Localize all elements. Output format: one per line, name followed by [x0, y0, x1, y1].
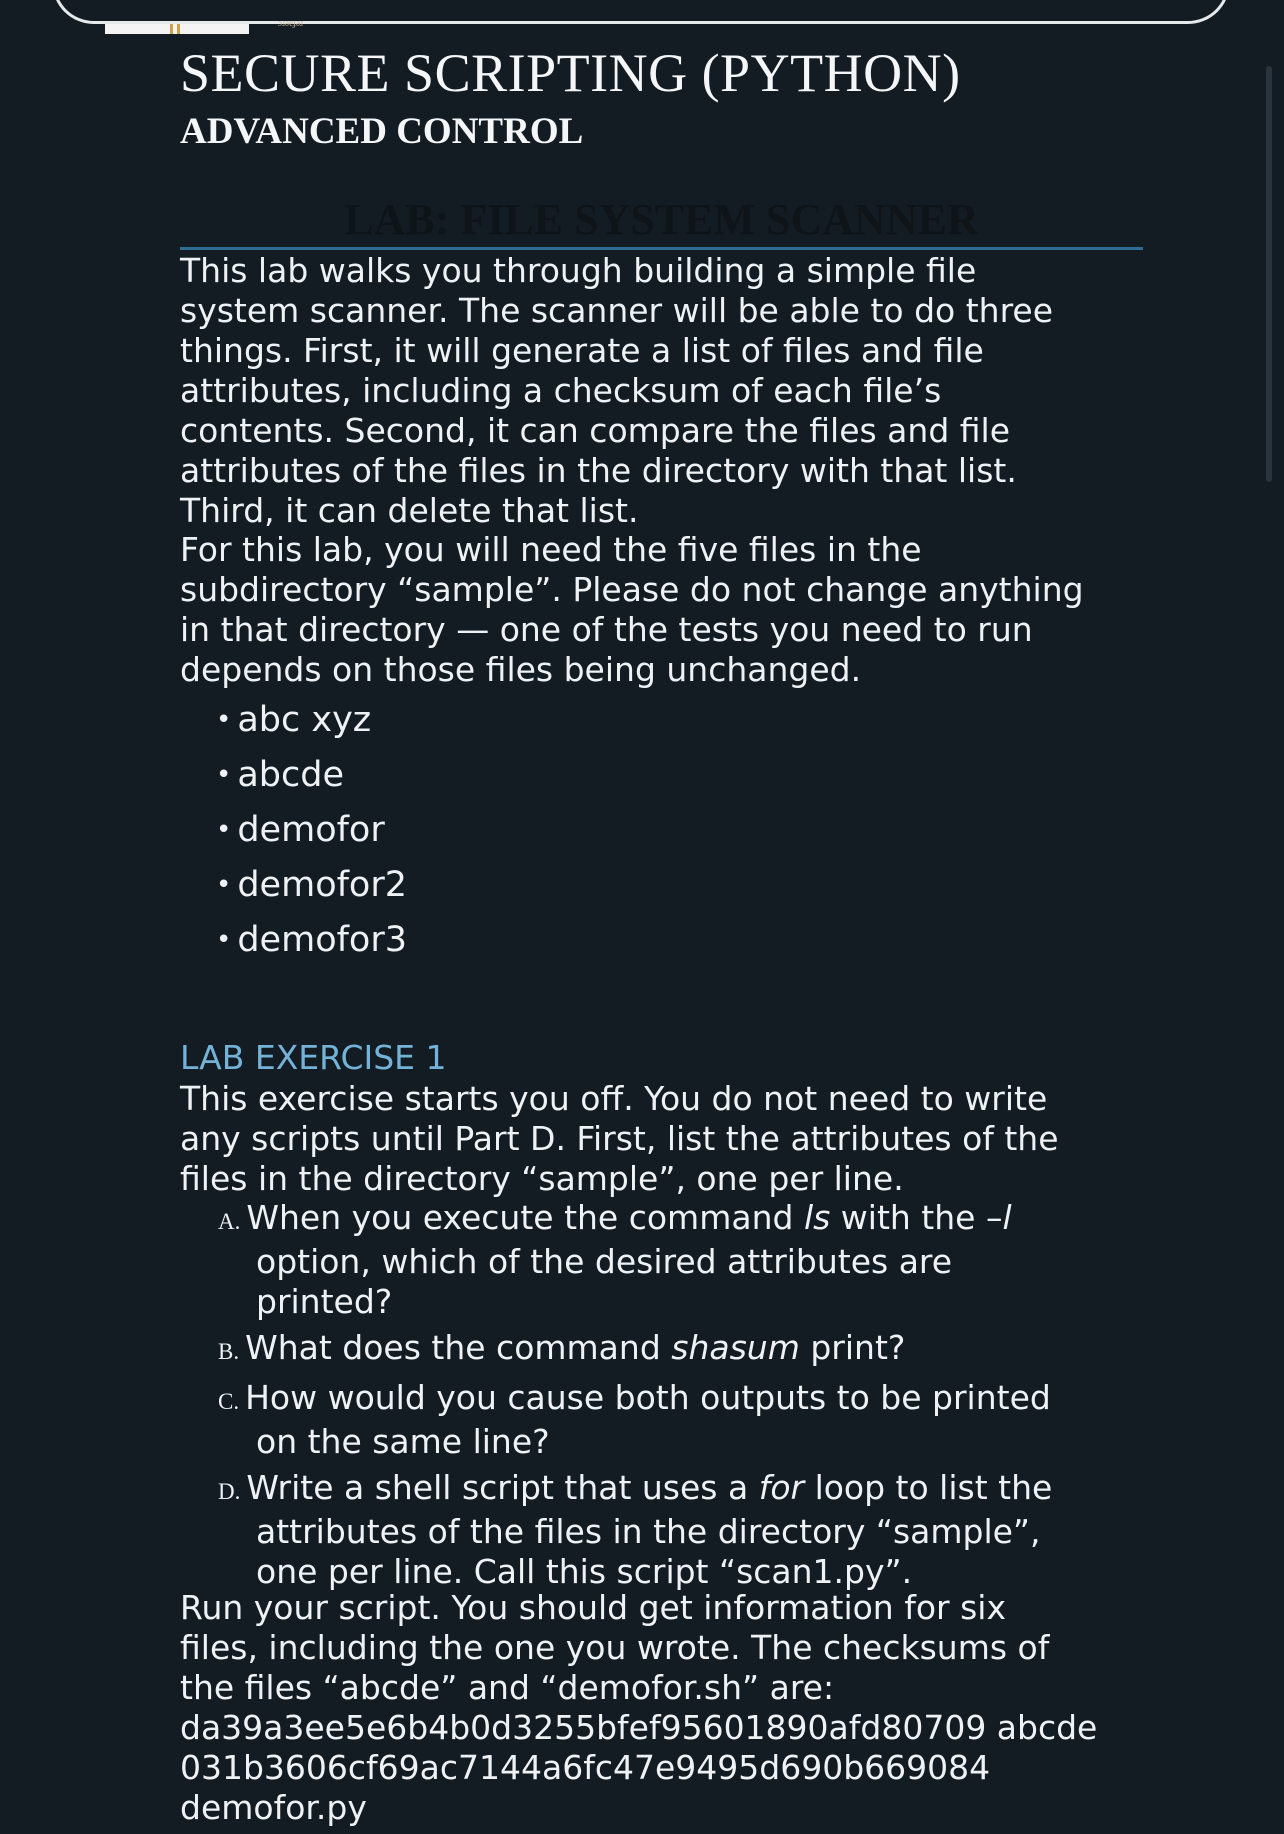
text-line: For this lab, you will need the five files in the — [180, 530, 922, 569]
question-text: print? — [799, 1328, 906, 1367]
keyword: for — [758, 1468, 805, 1507]
header-caption: ɔɹǝɐɟǝɹ — [278, 18, 303, 28]
list-item: • abc xyz — [216, 700, 372, 740]
sample-files-list — [216, 696, 407, 971]
text-line: files in the directory “sample”, one per line. — [180, 1159, 904, 1198]
list-item: • demofor — [216, 810, 385, 850]
list-item: • demofor2 — [216, 865, 407, 905]
checksum-line: 031b3606cf69ac7144a6fc47e9495d690b669084 — [180, 1748, 991, 1787]
text-line: This lab walks you through building a simple file — [180, 251, 977, 290]
question-a — [218, 1198, 1012, 1322]
question-d — [218, 1468, 1052, 1592]
text-line: things. First, it will generate a list of files and file — [180, 331, 984, 370]
option-name: l — [1002, 1198, 1012, 1237]
text-line: depends on those files being unchanged. — [180, 650, 862, 689]
text-line: subdirectory “sample”. Please do not change anything — [180, 570, 1084, 609]
text-line: attributes, including a checksum of each file’s — [180, 371, 942, 410]
checksum-line: da39a3ee5e6b4b0d3255bfef95601890afd80709 abcde — [180, 1708, 1098, 1747]
top-frame — [52, 0, 1230, 24]
question-text: How would you cause both outputs to be printed — [245, 1378, 1051, 1417]
text-line: This exercise starts you off. You do not need to write — [180, 1079, 1048, 1118]
text-line: in that directory — one of the tests you need to run — [180, 610, 1033, 649]
list-item: • abcde — [216, 755, 345, 795]
run-instructions-paragraph — [180, 1588, 1140, 1828]
question-text: loop to list the — [804, 1468, 1053, 1507]
file-name: demofor2 — [237, 865, 407, 905]
text-line: demofor.py — [180, 1788, 367, 1827]
question-text: Write a shell script that uses a — [246, 1468, 759, 1507]
question-text: What does the command — [245, 1328, 672, 1367]
text-line: attributes of the files in the directory with that list. — [180, 451, 1017, 490]
text-line: the files “abcde” and “demofor.sh” are: — [180, 1668, 835, 1707]
text-line: any scripts until Part D. First, list the attributes of the — [180, 1119, 1059, 1158]
lab-requirements-paragraph — [180, 530, 1140, 690]
question-letter: A. — [218, 1209, 241, 1234]
logo-mark — [170, 24, 180, 34]
question-text: with the – — [830, 1198, 1003, 1237]
lab-title: LAB: FILE SYSTEM SCANNER — [344, 195, 979, 244]
file-name: demofor3 — [237, 920, 407, 960]
question-b — [218, 1328, 905, 1372]
question-text: attributes of the files in the directory “sample”, — [256, 1512, 1041, 1551]
question-text: option, which of the desired attributes are — [256, 1242, 953, 1281]
text-line: Third, it can delete that list. — [180, 491, 639, 530]
text-line: contents. Second, it can compare the files and file — [180, 411, 1011, 450]
page-title: SECURE SCRIPTING (PYTHON) — [180, 43, 961, 103]
question-letter: D. — [218, 1479, 241, 1504]
question-text: When you execute the command — [246, 1198, 804, 1237]
exercise-heading: LAB EXERCISE 1 — [180, 1038, 447, 1077]
text-line: system scanner. The scanner will be able to do three — [180, 291, 1054, 330]
scrollbar[interactable] — [1266, 66, 1272, 482]
page-subtitle: ADVANCED CONTROL — [180, 111, 584, 152]
text-line: Run your script. You should get information for six — [180, 1588, 1006, 1627]
question-c — [218, 1378, 1051, 1462]
lab-title-rule — [180, 247, 1143, 250]
question-text: one per line. Call this script “scan1.py”. — [256, 1552, 913, 1591]
question-text: on the same line? — [256, 1422, 550, 1461]
command-name: shasum — [671, 1328, 800, 1367]
file-name: abcde — [237, 755, 345, 795]
exercise-intro-paragraph — [180, 1079, 1140, 1199]
file-name: demofor — [237, 810, 385, 850]
question-letter: B. — [218, 1339, 240, 1364]
question-text: printed? — [256, 1282, 393, 1321]
question-letter: C. — [218, 1389, 240, 1414]
text-line: files, including the one you wrote. The checksums of — [180, 1628, 1050, 1667]
file-name: abc xyz — [237, 700, 372, 740]
list-item: • demofor3 — [216, 920, 407, 960]
command-name: ls — [803, 1198, 831, 1237]
lab-intro-paragraph — [180, 251, 1140, 531]
